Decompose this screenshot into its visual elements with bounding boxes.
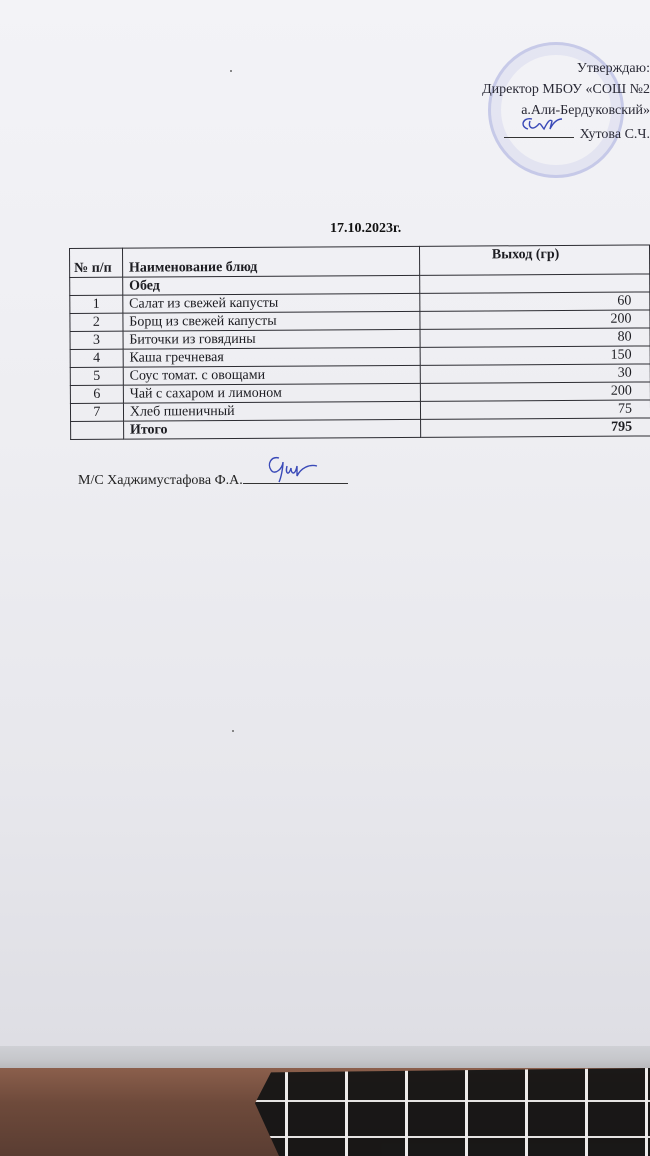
header-name: Наименование блюд	[122, 246, 419, 277]
row-dish: Чай с сахаром и лимоном	[123, 383, 420, 403]
director-name: Хутова С.Ч.	[579, 127, 650, 142]
row-output: 200	[420, 310, 650, 329]
row-num: 7	[70, 403, 123, 421]
row-num: 4	[70, 349, 123, 367]
background-surface	[0, 1068, 650, 1156]
paper-speck	[230, 70, 232, 72]
patterned-fabric	[255, 1068, 650, 1156]
menu-table	[69, 244, 650, 440]
table-header	[70, 245, 650, 278]
signer-signature	[243, 468, 348, 484]
director-signature	[504, 121, 574, 138]
row-num: 1	[70, 295, 123, 313]
row-output: 30	[420, 364, 650, 383]
approval-title: Утверждаю:	[576, 61, 650, 76]
row-dish: Борщ из свежей капусты	[123, 311, 420, 331]
total-value: 795	[420, 418, 650, 437]
header-output: Выход (гр)	[419, 245, 649, 275]
approval-organization: а.Али-Бердуковский»	[521, 103, 650, 118]
approval-position: Директор МБОУ «СОШ №2	[482, 82, 650, 97]
row-output: 60	[420, 292, 650, 311]
signer-block	[78, 468, 348, 489]
row-num: 5	[70, 367, 123, 385]
total-label: Итого	[123, 419, 420, 439]
row-dish: Соус томат. с овощами	[123, 365, 420, 385]
header-num: № п/п	[70, 248, 123, 277]
row-num: 6	[70, 385, 123, 403]
row-output: 75	[420, 400, 650, 419]
row-dish: Хлеб пшеничный	[123, 401, 420, 421]
row-num: 3	[70, 331, 123, 349]
menu-date: 17.10.2023г.	[330, 221, 402, 236]
paper-speck	[232, 730, 234, 732]
row-output: 80	[420, 328, 650, 347]
paper-bottom-edge	[0, 1046, 650, 1068]
row-dish: Салат из свежей капусты	[123, 293, 420, 313]
signer-name: М/С Хаджимустафова Ф.А.	[78, 473, 243, 488]
approval-block	[410, 58, 650, 145]
row-dish: Биточки из говядины	[123, 329, 420, 349]
row-output: 200	[420, 382, 650, 401]
row-output: 150	[420, 346, 650, 365]
section-label: Обед	[122, 275, 419, 295]
approval-signature-row	[410, 121, 650, 145]
row-num: 2	[70, 313, 123, 331]
row-dish: Каша гречневая	[123, 347, 420, 367]
total-row	[71, 418, 650, 440]
